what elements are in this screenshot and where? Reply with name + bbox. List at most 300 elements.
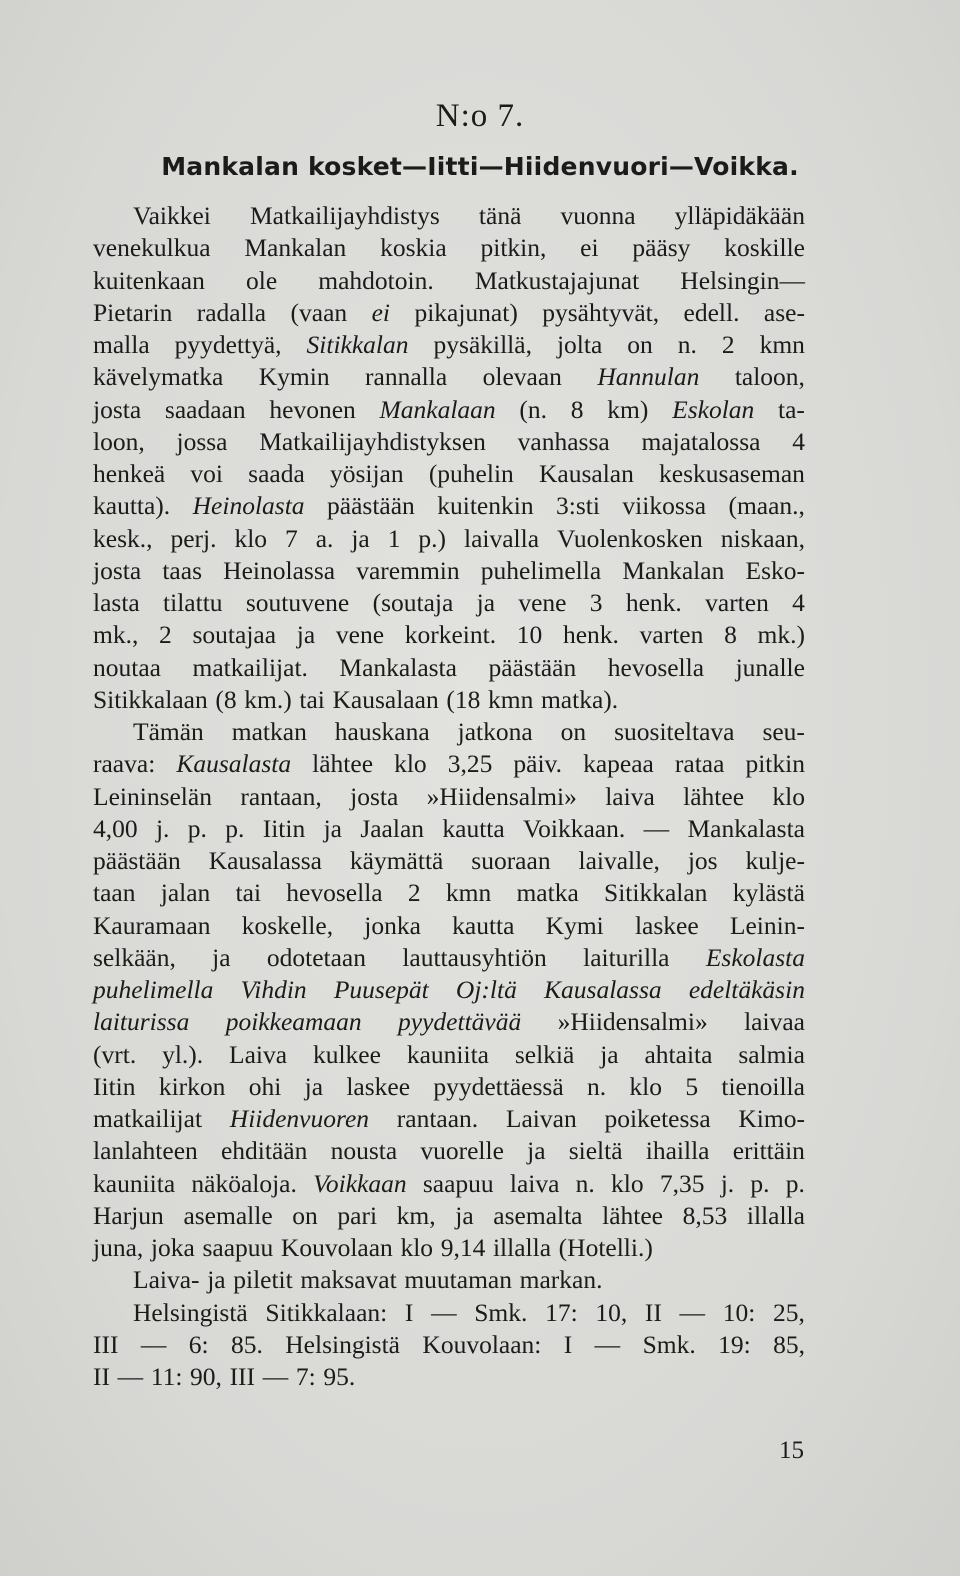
- text-line: [93, 555, 805, 587]
- text-line: [93, 361, 805, 393]
- word: 10,: [595, 1297, 628, 1327]
- word: 19:: [718, 1329, 751, 1359]
- word: III: [93, 1329, 119, 1359]
- word: josta: [350, 781, 399, 811]
- word: Leinin-: [729, 910, 805, 940]
- word: päästään: [488, 652, 577, 682]
- word: muutaman: [404, 1265, 512, 1295]
- word: Vihdin: [240, 975, 307, 1004]
- word: loon,: [93, 426, 145, 456]
- word: koskille: [724, 233, 805, 263]
- word: —: [117, 1362, 144, 1391]
- word: Iitin: [262, 813, 306, 843]
- word: (n.: [519, 394, 548, 424]
- word: varten: [705, 588, 769, 617]
- word: kävelymatka: [93, 362, 224, 392]
- word: rannalla: [365, 362, 448, 392]
- word: hevonen: [269, 394, 356, 424]
- body-text: [93, 200, 805, 1393]
- word: a.: [315, 523, 334, 553]
- word: ohi: [248, 1071, 282, 1101]
- word: soutuvene: [245, 588, 350, 617]
- word: laivalle,: [578, 846, 660, 875]
- word: Tämän: [133, 717, 204, 746]
- word: Mankalasta: [339, 652, 457, 682]
- word: Oj:ltä: [455, 975, 517, 1004]
- word: kesk.,: [93, 523, 153, 553]
- word: laiva: [509, 1168, 560, 1198]
- word: kapeaa: [583, 749, 654, 779]
- word: ei: [371, 297, 391, 327]
- word: ja: [304, 1071, 324, 1101]
- word: I: [404, 1297, 414, 1327]
- word: suoraan: [471, 846, 551, 875]
- word: vene: [335, 620, 385, 650]
- word: ja: [600, 1039, 619, 1069]
- word: keskusaseman: [659, 459, 805, 488]
- word: matkan: [231, 717, 307, 746]
- text-line: [93, 1232, 805, 1264]
- word: (puhelin: [428, 459, 514, 488]
- word: laiturilla: [583, 942, 670, 972]
- word: laivalla: [463, 523, 540, 553]
- word: pysäkillä,: [433, 330, 532, 359]
- word: (maan.,: [728, 491, 805, 521]
- word: Matkailijayhdistys: [250, 201, 440, 230]
- word: laiturissa: [93, 1007, 190, 1037]
- text-line: [93, 297, 805, 329]
- text-line: [93, 1361, 805, 1393]
- word: kautta: [442, 813, 505, 843]
- word: pyydettävää: [398, 1007, 522, 1037]
- word: rataa: [674, 749, 725, 779]
- word: Heinolasta: [192, 491, 305, 521]
- word: »Hiidensalmi»: [557, 1007, 708, 1037]
- word: Hannulan: [597, 362, 700, 392]
- word: pääsy: [632, 233, 691, 263]
- word: tienoilla: [721, 1071, 805, 1101]
- word: malla: [93, 330, 150, 359]
- word: piletit: [233, 1265, 293, 1295]
- word: km,: [396, 1200, 436, 1230]
- word: saapuu: [422, 1168, 494, 1198]
- word: Harjun: [93, 1200, 164, 1230]
- text-line: [93, 942, 805, 974]
- word: 6:: [188, 1329, 209, 1359]
- word: kulkee: [312, 1039, 381, 1069]
- route-title: Mankalan kosket—Iitti—Hiidenvuori—Voikka.: [161, 152, 799, 181]
- word: 3:sti: [556, 491, 600, 521]
- word: korkeint.: [404, 620, 497, 650]
- word: salmia: [738, 1039, 805, 1069]
- word: Sitikkalaan: [93, 684, 208, 714]
- word: jolta: [556, 330, 603, 359]
- word: klo: [772, 781, 805, 811]
- text-line: [93, 458, 805, 490]
- word: koskia: [380, 233, 447, 263]
- text-line: [93, 587, 805, 619]
- word: III: [229, 1362, 256, 1391]
- word: taan: [93, 878, 136, 908]
- word: jonka: [364, 910, 421, 940]
- word: lauttausyhtiön: [402, 942, 547, 972]
- word: 7: [284, 523, 298, 553]
- word: vuorelle: [420, 1136, 504, 1166]
- word: henk.: [625, 588, 682, 617]
- word: Sitikkalan: [604, 878, 708, 908]
- word: hauskana: [334, 717, 430, 746]
- word: kautta: [452, 910, 515, 940]
- word: ihailla: [645, 1136, 710, 1166]
- word: 8: [570, 394, 584, 424]
- word: viikossa: [622, 491, 707, 521]
- word: on: [560, 717, 587, 746]
- text-line: [93, 490, 805, 522]
- word: laivaa: [744, 1007, 805, 1037]
- word: —: [594, 1329, 621, 1359]
- word: maksavat: [300, 1265, 397, 1295]
- word: pysähtyvät,: [542, 297, 660, 327]
- word: tai: [235, 878, 262, 908]
- word: (soutaja: [372, 588, 454, 617]
- word: raava:: [93, 749, 156, 779]
- word: Kouvolaan:: [422, 1329, 542, 1359]
- word: kylästä: [732, 878, 805, 908]
- word: lasta: [93, 588, 140, 617]
- word: ylläpidäkään: [674, 201, 805, 230]
- word: jatkona: [457, 717, 533, 746]
- word: jalan: [160, 878, 211, 908]
- word: Kymi: [545, 910, 604, 940]
- text-line: [93, 813, 805, 845]
- word: km): [607, 394, 649, 424]
- word: kulje-: [745, 846, 805, 875]
- word: illalla: [492, 1233, 552, 1262]
- word: Eskolasta: [705, 942, 805, 972]
- word: mk.,: [93, 620, 139, 650]
- word: sieltä: [568, 1136, 623, 1166]
- word: illalla: [746, 1200, 805, 1230]
- text-line: [93, 910, 805, 942]
- word: Kymin: [258, 362, 330, 392]
- word: tilattu: [163, 588, 223, 617]
- word: hevosella: [286, 878, 383, 908]
- word: Jaalan: [360, 813, 425, 843]
- word: ehditään: [220, 1136, 308, 1166]
- word: klo: [611, 1168, 644, 1198]
- word: Sitikkalan: [306, 330, 409, 359]
- word: Eskolan: [672, 394, 755, 424]
- word: lanlahteen: [93, 1136, 198, 1166]
- word: suositeltava: [614, 717, 735, 746]
- word: Mankalaan: [379, 394, 496, 424]
- text-line: [93, 1071, 805, 1103]
- text-line: [93, 232, 805, 264]
- word: juna,: [93, 1233, 144, 1262]
- word: tänä: [478, 201, 522, 230]
- word: 7,35: [659, 1168, 705, 1198]
- word: matkailijat.: [192, 652, 308, 682]
- word: mk.): [757, 620, 805, 650]
- text-line: [93, 1103, 805, 1135]
- text-line: [93, 426, 805, 458]
- word: ja: [455, 1200, 474, 1230]
- word: —: [643, 813, 670, 843]
- word: markan.: [519, 1265, 603, 1295]
- word: taas: [162, 555, 202, 585]
- word: ja: [212, 942, 231, 972]
- word: selkään,: [93, 942, 176, 972]
- word: kmn: [445, 878, 492, 908]
- word: ei: [580, 233, 599, 263]
- word: ahtaita: [644, 1039, 713, 1069]
- word: 2: [159, 620, 172, 650]
- text-line: [93, 974, 805, 1006]
- word: nousta: [330, 1136, 398, 1166]
- word: Matkustajajunat: [474, 265, 640, 295]
- text-line: [93, 394, 805, 426]
- word: Kausalassa: [208, 846, 322, 875]
- word: ja: [476, 588, 496, 617]
- word: puhelimella: [480, 555, 602, 585]
- word: varemmin: [356, 555, 460, 585]
- text-line: [93, 1006, 805, 1038]
- word: Kauramaan: [93, 910, 211, 940]
- word: 85.: [231, 1329, 263, 1359]
- text-line: [93, 265, 805, 297]
- word: ta-: [778, 394, 805, 424]
- word: j.: [155, 813, 170, 843]
- word: Helsingistä: [285, 1329, 401, 1359]
- word: saadaan: [164, 394, 246, 424]
- word: —: [431, 1297, 457, 1327]
- word: jossa: [176, 426, 228, 456]
- word: matkailijat: [93, 1104, 203, 1133]
- word: päästään: [327, 491, 415, 521]
- text-line: [93, 200, 805, 232]
- word: km.): [244, 684, 292, 714]
- word: joka: [150, 1233, 195, 1262]
- word: Iitin: [93, 1071, 136, 1101]
- word: josta: [93, 394, 142, 424]
- word: koskelle,: [241, 910, 334, 940]
- word: lähtee: [602, 1200, 663, 1230]
- word: Smk.: [474, 1297, 528, 1327]
- word: Kausalan: [538, 459, 634, 488]
- page-number: 15: [779, 1437, 804, 1464]
- word: kmn: [759, 330, 805, 359]
- word: perj.: [170, 523, 217, 553]
- word: rantaan.: [396, 1104, 479, 1133]
- text-line: [93, 748, 805, 780]
- word: pyydettyä,: [174, 330, 282, 359]
- word: n.: [575, 1168, 595, 1198]
- word: matka).: [540, 684, 619, 714]
- text-line: [93, 1297, 805, 1329]
- word: —: [140, 1329, 167, 1359]
- word: Hiidenvuoren: [229, 1104, 370, 1133]
- word: vene: [518, 588, 567, 617]
- text-line: [93, 877, 805, 909]
- word: 7:: [295, 1362, 316, 1391]
- section-number: N:o 7.: [435, 98, 525, 134]
- word: 25,: [772, 1297, 805, 1327]
- word: Kausalasta: [176, 749, 292, 779]
- word: 10:: [722, 1297, 756, 1327]
- word: Smk.: [642, 1329, 696, 1359]
- text-line: [93, 781, 805, 813]
- word: II: [644, 1297, 662, 1327]
- word: Vuolenkosken: [556, 523, 703, 553]
- word: ja: [351, 523, 370, 553]
- word: pikajunat): [414, 297, 518, 327]
- text-line: [93, 619, 805, 651]
- word: klo: [394, 749, 427, 779]
- word: kuitenkin: [437, 491, 534, 521]
- word: ja: [527, 1136, 546, 1166]
- word: yl.).: [162, 1039, 204, 1069]
- word: tai: [299, 684, 325, 714]
- word: venekulkua: [93, 233, 211, 263]
- word: —: [262, 1362, 289, 1391]
- word: (8: [215, 684, 237, 714]
- word: rantaan,: [240, 781, 322, 811]
- word: p.: [750, 1168, 770, 1198]
- word: Voikkaan.: [523, 813, 626, 843]
- text-line: [93, 1168, 805, 1200]
- text-line: [93, 1135, 805, 1167]
- word: 2: [721, 330, 735, 359]
- word: p.: [785, 1168, 805, 1198]
- word: klo: [629, 1071, 662, 1101]
- text-line: [93, 652, 805, 684]
- word: saapuu: [202, 1233, 274, 1262]
- word: Mankalan: [622, 555, 725, 585]
- word: II: [93, 1362, 110, 1391]
- text-line: [93, 845, 805, 877]
- word: 85,: [773, 1329, 805, 1359]
- word: (vrt.: [93, 1039, 137, 1069]
- word: n.: [677, 330, 697, 359]
- word: jos: [687, 846, 718, 875]
- word: Kausalaan: [332, 684, 439, 714]
- word: Helsingistä: [133, 1297, 248, 1327]
- word: I: [563, 1329, 573, 1359]
- word: klo: [234, 523, 268, 553]
- word: josta: [93, 555, 142, 585]
- word: n.: [586, 1071, 607, 1101]
- word: »Hiidensalmi»: [426, 781, 577, 811]
- word: Mankalasta: [687, 813, 805, 843]
- word: 11:: [150, 1362, 183, 1391]
- text-line: [93, 1264, 805, 1296]
- word: (vaan: [290, 297, 348, 327]
- word: on: [627, 330, 653, 359]
- word: p.: [225, 813, 245, 843]
- word: on: [292, 1200, 318, 1230]
- word: pari: [337, 1200, 378, 1230]
- text-line: [93, 1039, 805, 1071]
- word: Mankalan: [244, 233, 347, 263]
- word: vanhassa: [517, 426, 610, 456]
- word: puhelimella: [93, 975, 214, 1004]
- word: niskaan,: [720, 523, 805, 553]
- word: laiva: [605, 781, 655, 811]
- word: radalla: [196, 297, 267, 327]
- word: kirkon: [158, 1071, 226, 1101]
- word: kauniita: [406, 1039, 489, 1069]
- word: ole: [246, 265, 278, 295]
- word: junalle: [735, 652, 805, 682]
- word: 90,: [190, 1362, 222, 1391]
- word: hevosella: [607, 652, 705, 682]
- word: —: [679, 1297, 706, 1327]
- word: henk.: [562, 620, 619, 650]
- word: varten: [639, 620, 704, 650]
- word: päästään: [93, 846, 181, 875]
- word: pyydettäessä: [433, 1071, 564, 1101]
- text-line: [93, 684, 805, 716]
- word: matka: [516, 878, 579, 908]
- text-line: [93, 716, 805, 748]
- word: yösijan: [329, 459, 404, 488]
- word: pitkin,: [480, 233, 547, 263]
- word: j.: [720, 1168, 735, 1198]
- word: selkiä: [514, 1039, 575, 1069]
- word: poiketessa: [604, 1104, 711, 1133]
- word: Matkailijayhdistyksen: [259, 426, 486, 456]
- word: p.): [418, 523, 447, 553]
- word: 3,25: [447, 749, 493, 779]
- word: 4,00: [93, 813, 138, 843]
- word: Kimo-: [738, 1104, 805, 1133]
- word: laskee: [346, 1071, 411, 1101]
- word: olevaan: [482, 362, 562, 392]
- text-line: [93, 329, 805, 361]
- word: asemalle: [183, 1200, 273, 1230]
- word: Heinolassa: [223, 555, 336, 585]
- word: 1: [387, 523, 401, 553]
- word: Voikkaan: [313, 1168, 407, 1198]
- word: Laivan: [505, 1104, 577, 1133]
- word: edell.: [683, 297, 740, 327]
- word: mahdotoin.: [318, 265, 434, 295]
- word: 8: [724, 620, 737, 650]
- word: pitkin: [745, 749, 805, 779]
- word: päiv.: [513, 749, 563, 779]
- word: Helsingin—: [680, 265, 805, 295]
- word: lähtee: [683, 781, 745, 811]
- word: 17:: [545, 1297, 578, 1327]
- word: ase-: [763, 297, 805, 327]
- word: 8,53: [682, 1200, 728, 1230]
- word: Laiva: [229, 1039, 288, 1069]
- word: ja: [296, 620, 316, 650]
- word: erittäin: [732, 1136, 805, 1166]
- word: 3: [589, 588, 603, 617]
- word: Pietarin: [93, 297, 173, 327]
- word: saada: [248, 459, 305, 488]
- word: laskee: [634, 910, 699, 940]
- word: 4: [792, 588, 805, 617]
- word: seu-: [762, 717, 805, 746]
- text-line: [93, 1200, 805, 1232]
- word: p.: [187, 813, 207, 843]
- word: henkeä: [93, 459, 166, 488]
- word: Puusepät: [333, 975, 429, 1004]
- word: Kouvolaan: [280, 1233, 393, 1262]
- word: soutajaa: [192, 620, 277, 650]
